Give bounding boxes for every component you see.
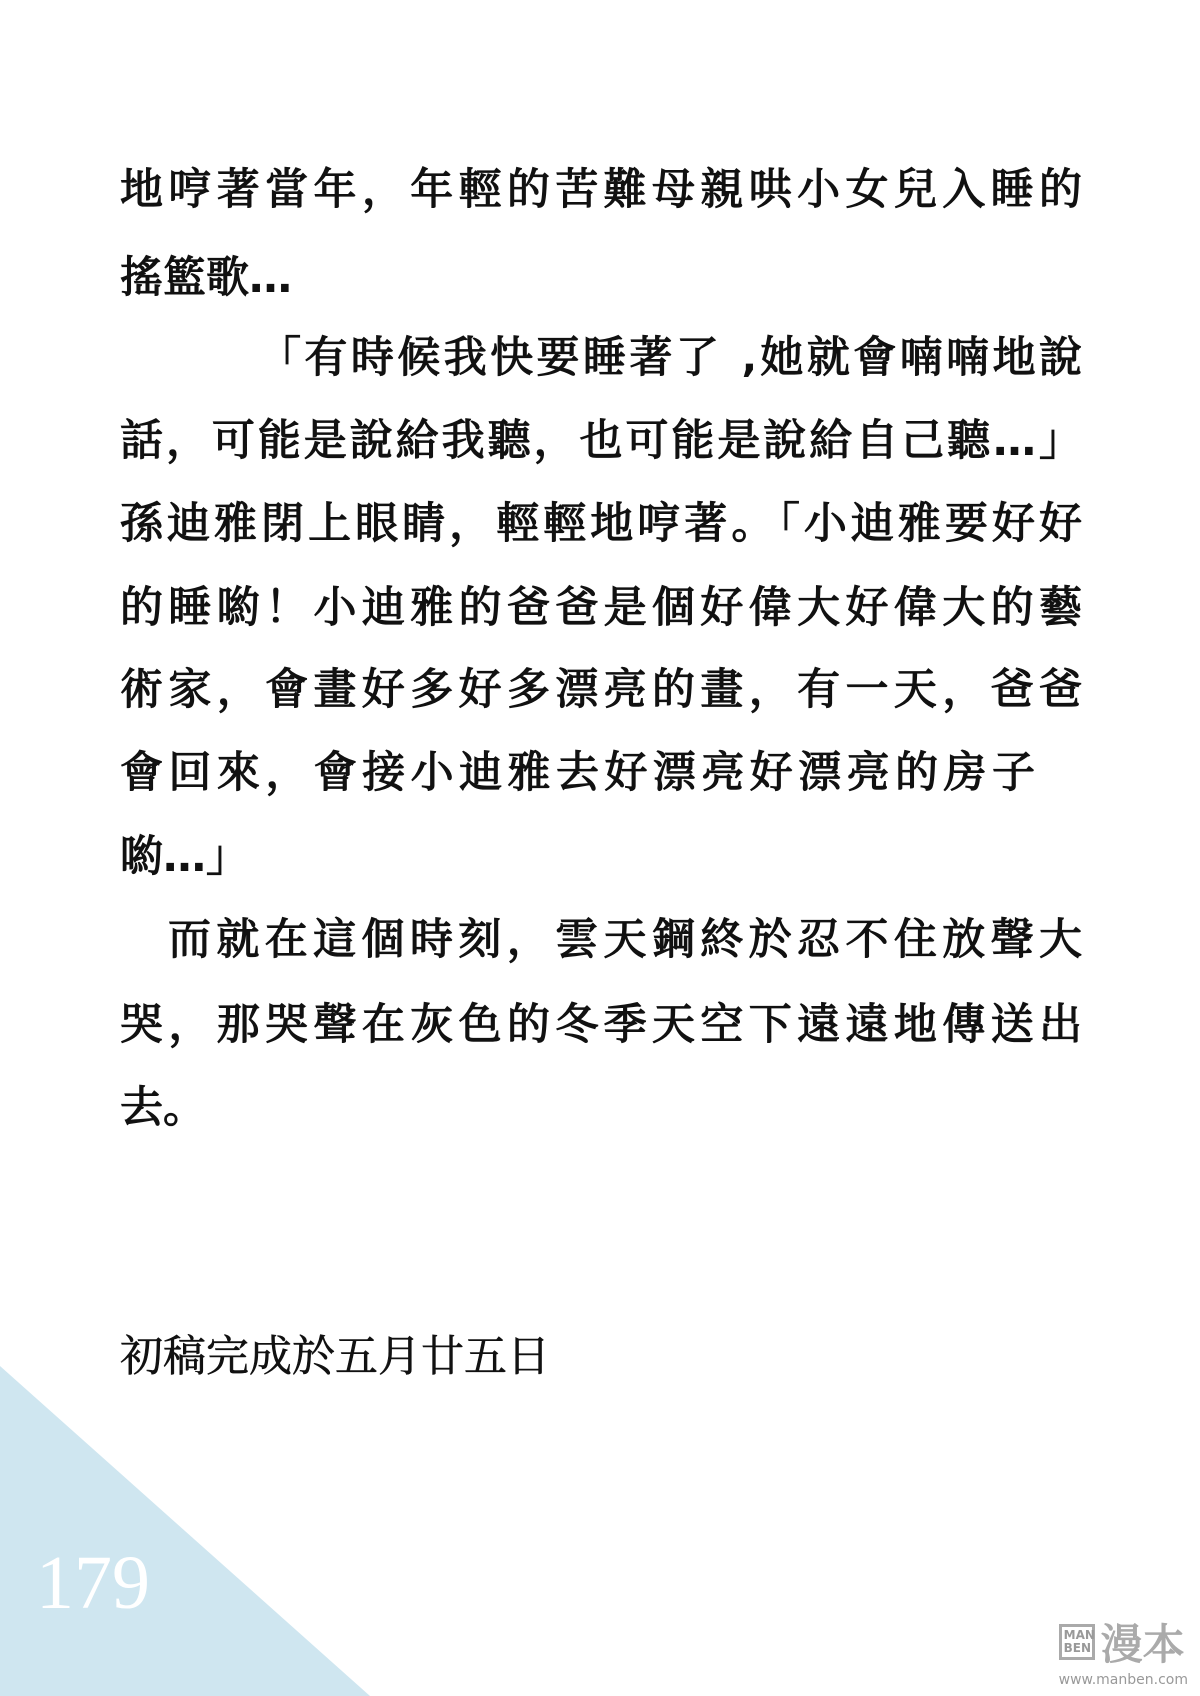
corner-triangle-decoration bbox=[0, 1366, 370, 1696]
watermark-name: 漫本 bbox=[1100, 1620, 1185, 1669]
text-line: 話，可能是說給我聽，也可能是說給自己聽…」 bbox=[120, 416, 1082, 466]
text-line: 會回來，會接小迪雅去好漂亮好漂亮的房子 bbox=[120, 748, 1035, 798]
text-line: 喲…」 bbox=[120, 832, 249, 882]
text-line: 地哼著當年，年輕的苦難母親哄小女兒入睡的 bbox=[120, 165, 1082, 215]
text-line: 術家，會畫好多好多漂亮的畫，有一天，爸爸 bbox=[120, 665, 1082, 715]
text-line: 搖籃歌… bbox=[120, 253, 292, 303]
text-line: 哭，那哭聲在灰色的冬季天空下遠遠地傳送出 bbox=[120, 1000, 1082, 1050]
text-line: 去。 bbox=[120, 1083, 206, 1133]
closing-note: 初稿完成於五月廿五日 bbox=[120, 1332, 550, 1382]
text-line: 的睡喲！小迪雅的爸爸是個好偉大好偉大的藝 bbox=[120, 583, 1082, 633]
page-number: 179 bbox=[36, 1541, 150, 1625]
watermark-box: MAN BEN bbox=[1059, 1624, 1095, 1660]
text-line: 「有時候我快要睡著了 ‚她就會喃喃地說 bbox=[258, 333, 1082, 383]
text-line: 孫迪雅閉上眼睛，輕輕地哼著。「小迪雅要好好 bbox=[120, 499, 1082, 549]
text-line: 而就在這個時刻，雲天鋼終於忍不住放聲大 bbox=[168, 915, 1082, 965]
watermark-url: www.manben.com bbox=[1058, 1672, 1188, 1688]
watermark-logo bbox=[1059, 1612, 1188, 1688]
